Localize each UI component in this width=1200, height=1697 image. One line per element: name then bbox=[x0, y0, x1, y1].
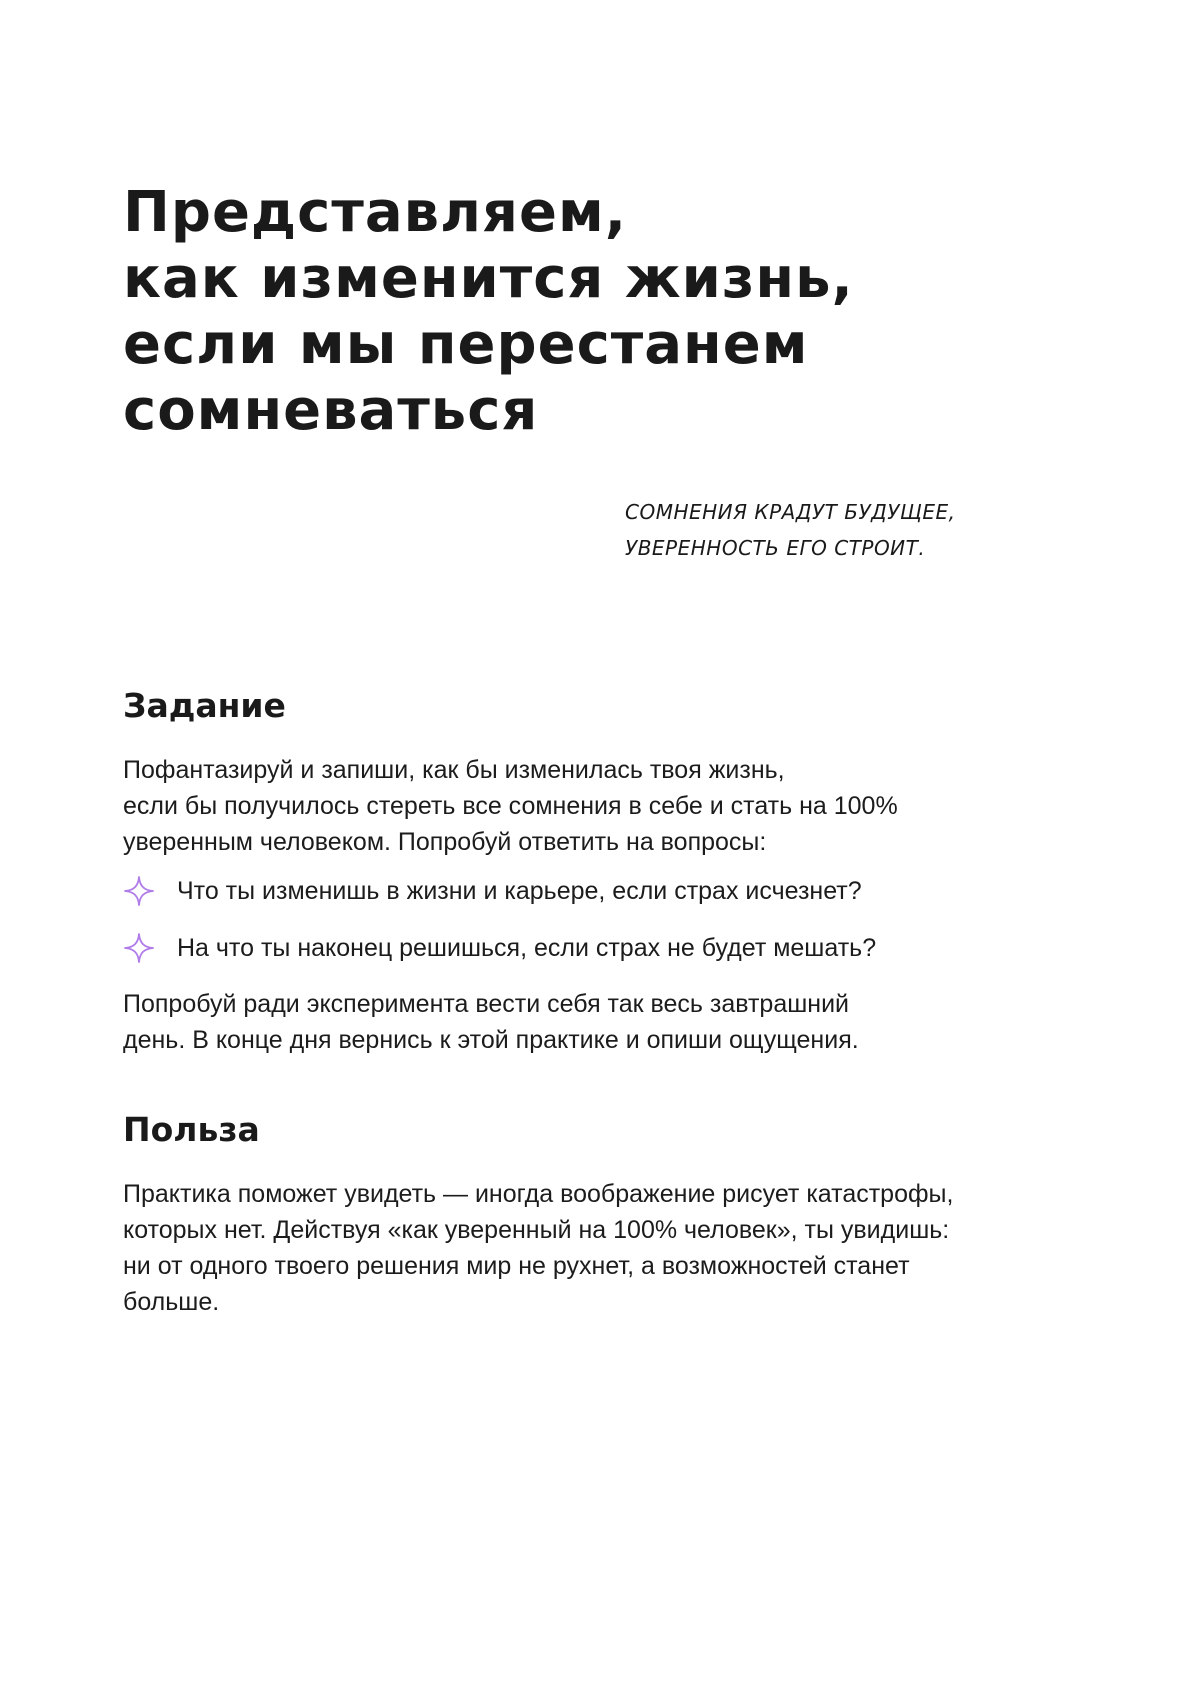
task-heading: Задание bbox=[123, 686, 286, 725]
question-list bbox=[123, 873, 876, 987]
handwritten-quote bbox=[625, 494, 955, 566]
paragraph-line: если бы получилось стереть все сомнения в себе и стать на 100% bbox=[123, 792, 898, 820]
paragraph-line: день. В конце дня вернись к этой практике и опиши ощущения. bbox=[123, 1026, 859, 1054]
benefit-heading: Польза bbox=[123, 1110, 260, 1149]
task-outro-paragraph bbox=[123, 986, 859, 1058]
paragraph-line: которых нет. Действуя «как уверенный на 100% человек», ты увидишь: bbox=[123, 1216, 950, 1244]
paragraph-line: уверенным человеком. Попробуй ответить на вопросы: bbox=[123, 828, 767, 856]
paragraph-line: Пофантазируй и запиши, как бы изменилась твоя жизнь, bbox=[123, 756, 785, 784]
question-text: На что ты наконец решишься, если страх не будет мешать? bbox=[177, 934, 877, 962]
paragraph-line: Практика поможет увидеть — иногда воображение рисует катастрофы, bbox=[123, 1180, 954, 1208]
page-title bbox=[123, 180, 854, 444]
title-line: Представляем, bbox=[123, 180, 628, 245]
question-text: Что ты изменишь в жизни и карьере, если страх исчезнет? bbox=[177, 877, 862, 905]
paragraph-line: больше. bbox=[123, 1288, 220, 1316]
title-line: как изменится жизнь, bbox=[123, 246, 854, 311]
task-intro-paragraph bbox=[123, 752, 898, 860]
quote-line: СОМНЕНИЯ КРАДУТ БУДУЩЕЕ, bbox=[625, 500, 956, 524]
sparkle-icon bbox=[123, 875, 155, 907]
title-line: сомневаться bbox=[123, 378, 539, 443]
paragraph-line: Попробуй ради эксперимента вести себя так весь завтрашний bbox=[123, 990, 850, 1018]
list-item bbox=[123, 930, 876, 966]
title-line: если мы перестанем bbox=[123, 312, 809, 377]
benefit-paragraph bbox=[123, 1176, 953, 1320]
quote-line: УВЕРЕННОСТЬ ЕГО СТРОИТ. bbox=[625, 536, 926, 560]
paragraph-line: ни от одного твоего решения мир не рухнет, а возможностей станет bbox=[123, 1252, 910, 1280]
sparkle-icon bbox=[123, 932, 155, 964]
list-item bbox=[123, 873, 876, 909]
